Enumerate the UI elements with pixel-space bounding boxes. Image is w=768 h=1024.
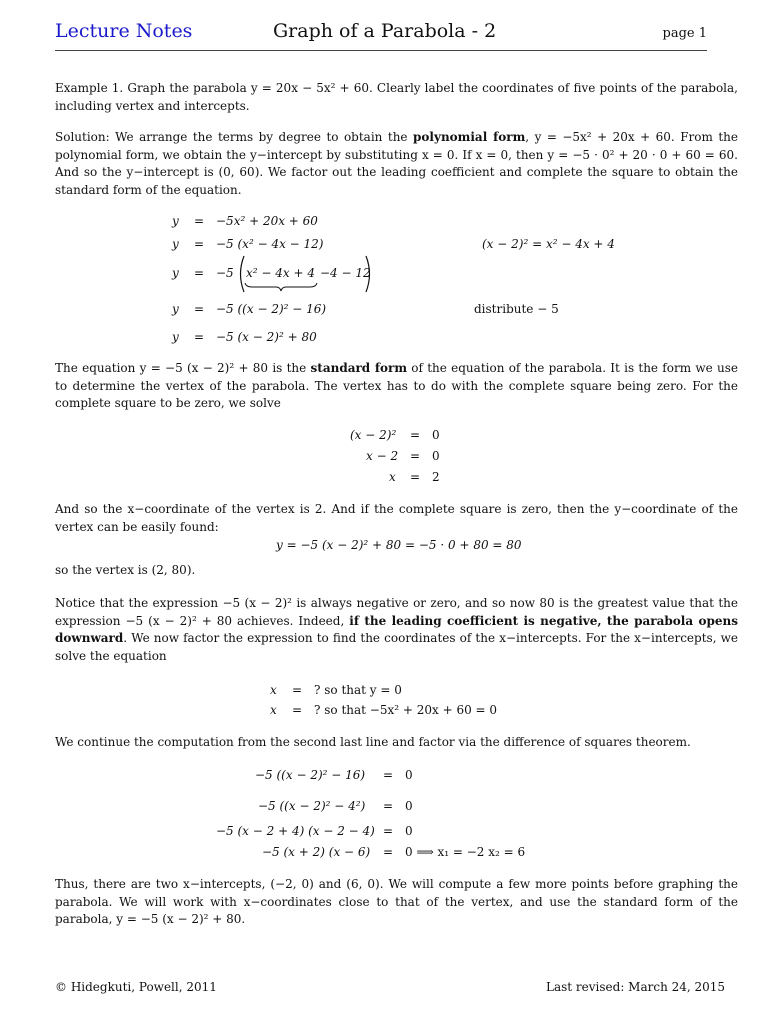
polynomial-form-term: polynomial form — [413, 130, 526, 144]
eq2-lhs: x − 2 — [366, 449, 399, 463]
eq5-lhs: −5 ((x − 2)² − 16) — [255, 768, 366, 782]
eq5-rel: = — [383, 824, 394, 838]
standard-form-text-b: of the equation of the parabola. It is the form we use to determine the vertex of the parabola. The vertex has to do with the complete square being zero. For the complete square to be zero, we solve — [55, 361, 738, 411]
standard-form-paragraph — [55, 360, 738, 413]
eq1-lhs: y — [172, 214, 179, 228]
eq2-rel: = — [410, 449, 421, 463]
header-rule — [55, 50, 707, 51]
eq5-rhs: 0 — [405, 824, 413, 838]
eq2-rhs: 0 — [432, 428, 440, 442]
eq5-rel: = — [383, 768, 394, 782]
eq1-rhs: −5 (x − 2)² + 80 — [216, 330, 317, 344]
eq1-lhs: y — [172, 330, 179, 344]
eq4-lhs: x — [270, 703, 277, 717]
eq2-rhs: 2 — [432, 470, 440, 484]
side-note-distribute: distribute − 5 — [474, 302, 559, 316]
page-number: page 1 — [662, 26, 707, 41]
opens-downward-rule: if the leading coefficient is negative, the parabola opens downward — [55, 613, 738, 646]
header-lecture-notes: Lecture Notes — [55, 20, 193, 42]
eq4-lhs: x — [270, 683, 277, 697]
standard-form-text-a: The equation y = −5 (x − 2)² + 80 is the — [55, 361, 311, 375]
right-big-paren — [364, 254, 374, 294]
vertex-x-paragraph: And so the x−coordinate of the vertex is 2. And if the complete square is zero, then the y−coordinate of the vertex can be easily found: — [55, 502, 738, 534]
eq5-rhs: 0 — [405, 799, 413, 813]
page-title: Graph of a Parabola - 2 — [273, 20, 497, 42]
intercepts-conclusion: Thus, there are two x−intercepts, (−2, 0) and (6, 0). We will compute a few more points before graphing the parabola. We will work with x−coordinates close to that of the vertex, and use the standard form of the parabola, y = −5 (x − 2)² + 80. — [55, 877, 738, 927]
solution-text-a: Solution: We arrange the terms by degree to obtain the — [55, 130, 414, 144]
eq1-rhs: −5 ((x − 2)² − 16) — [216, 302, 327, 316]
eq5-lhs: −5 (x + 2) (x − 6) — [262, 845, 371, 859]
eq1-rhs-rest: −4 − 12 — [320, 266, 371, 280]
eq1-rel: = — [194, 302, 205, 316]
eq2-rel: = — [410, 470, 421, 484]
copyright-footer: © Hidegkuti, Powell, 2011 — [55, 980, 217, 994]
eq1-rhs-coef: −5 — [216, 266, 234, 280]
eq4-rhs: ? so that y = 0 — [314, 683, 402, 697]
vertex-y-equation: y = −5 (x − 2)² + 80 = −5 · 0 + 80 = 80 — [276, 538, 522, 552]
example-statement: Example 1. Graph the parabola y = 20x − 5x² + 60. Clearly label the coordinates of five points of the parabola, including vertex and intercepts. — [55, 81, 738, 113]
eq1-lhs: y — [172, 302, 179, 316]
underbrace — [244, 282, 318, 292]
eq1-lhs: y — [172, 237, 179, 251]
eq4-rhs: ? so that −5x² + 20x + 60 = 0 — [314, 703, 498, 717]
opens-text-a: Notice that the expression −5 (x − 2)² is always negative or zero, and so now 80 is the greatest value that the expression −5 (x − 2)² + 80 achieves. Indeed, — [55, 596, 738, 628]
eq2-lhs: x — [389, 470, 396, 484]
eq4-rel: = — [292, 683, 303, 697]
eq1-rel: = — [194, 237, 205, 251]
eq2-rel: = — [410, 428, 421, 442]
solution-paragraph — [55, 129, 738, 199]
eq4-rel: = — [292, 703, 303, 717]
page-header — [55, 18, 707, 48]
last-revised-footer: Last revised: March 24, 2015 — [546, 980, 726, 994]
eq2-lhs: (x − 2)² — [350, 428, 397, 442]
opens-downward-paragraph — [55, 595, 738, 665]
eq1-rel: = — [194, 214, 205, 228]
factor-intro: We continue the computation from the second last line and factor via the difference of squares theorem. — [55, 735, 691, 749]
eq1-rhs-square: x² − 4x + 4 — [246, 266, 315, 280]
opens-text-b: . We now factor the expression to find the coordinates of the x−intercepts. For the x−intercepts, we solve the equation — [55, 631, 738, 663]
eq1-rel: = — [194, 266, 205, 280]
eq5-lhs: −5 (x − 2 + 4) (x − 2 − 4) — [216, 824, 375, 838]
eq5-lhs: −5 ((x − 2)² − 4²) — [258, 799, 366, 813]
standard-form-term: standard form — [310, 361, 408, 375]
eq5-rel: = — [383, 845, 394, 859]
solution-text-b: , y = −5x² + 20x + 60. From the polynomial form, we obtain the y−intercept by substituting x = 0. If x = 0, then y = −5 · 0² + 20 · 0 + 60 = 60. And so the y−intercept is (0, 60). We factor out the leading coefficient and complete the square to obtain the standard form of the equation. — [55, 130, 738, 197]
eq5-rhs: 0 — [405, 768, 413, 782]
eq1-lhs: y — [172, 266, 179, 280]
eq5-rhs: 0 ⟹ x₁ = −2 x₂ = 6 — [405, 845, 526, 859]
eq1-rel: = — [194, 330, 205, 344]
side-note-square: (x − 2)² = x² − 4x + 4 — [482, 237, 615, 251]
eq2-rhs: 0 — [432, 449, 440, 463]
eq1-rhs: −5x² + 20x + 60 — [216, 214, 318, 228]
vertex-statement: so the vertex is (2, 80). — [55, 563, 196, 577]
eq1-rhs: −5 (x² − 4x − 12) — [216, 237, 324, 251]
eq5-rel: = — [383, 799, 394, 813]
